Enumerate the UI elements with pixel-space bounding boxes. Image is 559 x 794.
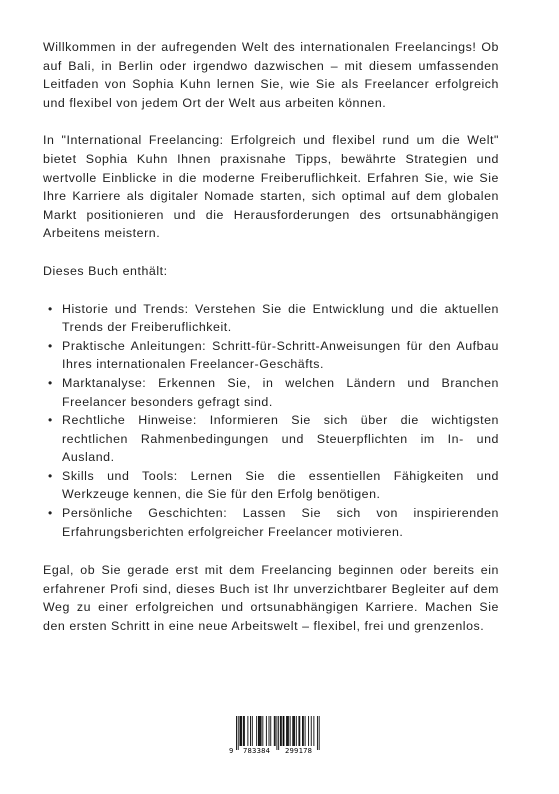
barcode-left-group: 783384 (243, 746, 271, 755)
barcode-bar (313, 716, 314, 746)
barcode-bar (244, 716, 245, 746)
barcode-bar (294, 716, 295, 746)
barcode-guard-bar (317, 716, 318, 750)
barcode-bar (305, 716, 306, 746)
barcode-bar (247, 716, 248, 746)
intro-paragraph: Willkommen in der aufregenden Welt des internationalen Freelancings! Ob auf Bali, in Berlin oder irgendwo dazwischen – mit diesem umfassenden Leitfaden von Sophia Kuhn lernen Sie, wie Sie als Freelancer erfolgreich und flexibel von jedem Ort der Welt aus arbeiten können. (43, 40, 499, 110)
barcode-bar (281, 716, 282, 746)
barcode-bar (288, 716, 289, 746)
list-item (43, 504, 499, 541)
barcode-guard-bar (278, 716, 279, 750)
barcode-bar (274, 716, 275, 746)
blurb-text (43, 38, 499, 636)
barcode-bar (284, 716, 285, 746)
closing-paragraph: Egal, ob Sie gerade erst mit dem Freelancing beginnen oder bereits ein erfahrener Profi sind, dieses Buch ist Ihr unverzichtbarer Begleiter auf dem Weg zu einer erfolgreichen und ortsunabhängigen Karriere. Machen Sie den ersten Schritt in eine neue Arbeitswelt – flexibel, frei und grenzenlos. (43, 563, 499, 634)
barcode-bar (258, 716, 259, 746)
barcode-bar (303, 716, 304, 746)
barcode-bar (262, 716, 263, 746)
barcode-bar (296, 716, 297, 746)
barcode-bar (293, 716, 294, 746)
barcode-bar (270, 716, 271, 746)
barcode-right-group: 299178 (285, 746, 313, 755)
barcode-bar (308, 716, 309, 746)
list-item-text: Marktanalyse: Erkennen Sie, in welchen Ländern und Branchen Freelancer besonders gefragt sind. (62, 375, 499, 409)
barcode-bar (259, 716, 260, 746)
barcode-bar (275, 716, 276, 746)
barcode-bar (252, 716, 253, 746)
list-item-text: Skills und Tools: Lernen Sie die essentiellen Fähigkeiten und Werkzeuge kennen, die Sie für den Erfolg benötigen. (62, 468, 499, 502)
list-item (43, 374, 499, 411)
barcode-bar (241, 716, 242, 746)
barcode-bar (283, 716, 284, 746)
barcode-bar (299, 716, 300, 746)
barcode-bar (302, 716, 303, 746)
barcode-guard-bar (276, 716, 277, 750)
barcode-bar (240, 716, 241, 746)
bullet-icon: • (48, 375, 53, 390)
barcode-bar (260, 716, 261, 746)
barcode-bar (286, 716, 287, 746)
bullet-icon: • (48, 338, 53, 353)
bullet-icon: • (48, 506, 53, 521)
feature-list (43, 300, 499, 542)
barcode-bar (250, 716, 251, 746)
barcode-bar (292, 716, 293, 746)
barcode-bar (290, 716, 291, 746)
barcode-guard-bar (236, 716, 237, 750)
barcode-first-digit: 9 (229, 746, 234, 755)
barcode-bar (287, 716, 288, 746)
list-item-text: Rechtliche Hinweise: Informieren Sie sich über die wichtigsten rechtlichen Rahmenbedingungen und Steuerpflichten im In- und Ausland. (62, 413, 499, 465)
list-item (43, 300, 499, 337)
barcode-guard-bar (319, 716, 320, 750)
bullet-icon: • (48, 413, 53, 428)
barcode-bar (311, 716, 312, 746)
barcode-bar (298, 716, 299, 746)
barcode-bar (243, 716, 244, 746)
isbn-barcode (229, 716, 325, 756)
barcode-bar (261, 716, 262, 746)
list-item-text: Praktische Anleitungen: Schritt-für-Schritt-Anweisungen für den Aufbau Ihres internationalen Freelancer-Geschäfts. (62, 338, 499, 372)
barcode-bar (266, 716, 267, 746)
barcode-bar (256, 716, 257, 746)
bullet-icon: • (48, 301, 53, 316)
list-item-text: Persönliche Geschichten: Lassen Sie sich von inspirierenden Erfahrungsberichten erfolgreicher Freelancer motivieren. (62, 506, 499, 539)
list-item (43, 467, 499, 504)
list-item (43, 337, 499, 374)
list-item (43, 411, 499, 467)
description-paragraph: In "International Freelancing: Erfolgreich und flexibel rund um die Welt" bietet Sophia Kuhn Ihnen praxisnahe Tipps, bewährte Strategien und wertvolle Einblicke in die moderne Freiberuflichkeit. Erfahren Sie, wie Sie Ihre Karriere als digitaler Nomade starten, sich optimal auf dem globalen Markt positionieren und die Herausforderungen des ortsunabhängigen Arbeitens meistern. (43, 133, 499, 241)
barcode-bar (240, 716, 241, 746)
barcode-bar (280, 716, 281, 746)
bullet-icon: • (48, 468, 53, 483)
list-item-text: Historie und Trends: Verstehen Sie die Entwicklung und die aktuellen Trends der Freiberuflichkeit. (62, 301, 499, 335)
contents-heading: Dieses Buch enthält: (43, 263, 168, 278)
barcode-guard-bar (238, 716, 239, 750)
barcode-bar (269, 716, 270, 746)
